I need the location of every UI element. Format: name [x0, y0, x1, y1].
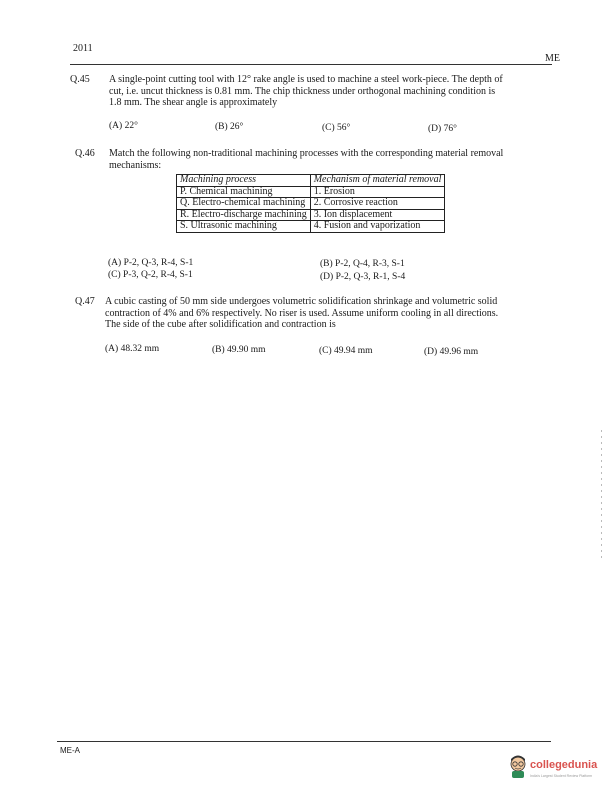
question-line: The side of the cube after solidification and contraction is [105, 319, 336, 330]
question-number-47: Q.47 [75, 296, 95, 307]
option-b-47: (B) 49.90 mm [212, 345, 266, 355]
table-row [177, 221, 445, 233]
question-text-47 [105, 296, 560, 331]
option-b-46: (B) P-2, Q-4, R-3, S-1 [320, 259, 405, 269]
collegedunia-logo-icon [508, 755, 528, 784]
option-a-47: (A) 48.32 mm [105, 344, 160, 354]
option-c-47: (C) 49.94 mm [319, 346, 373, 356]
option-a-46: (A) P-2, Q-3, R-4, S-1 [108, 258, 194, 268]
page-year: 2011 [73, 43, 93, 54]
scan-mark [601, 430, 602, 560]
question-line: 1.8 mm. The shear angle is approximately [109, 97, 278, 108]
table-cell: S. Ultrasonic machining [177, 221, 311, 233]
question-number-46: Q.46 [75, 148, 95, 159]
table-cell: P. Chemical machining [177, 186, 311, 198]
table-header-row [177, 175, 445, 187]
question-number-45: Q.45 [70, 74, 90, 85]
option-b-45: (B) 26° [215, 122, 244, 132]
table-cell: 2. Corrosive reaction [310, 198, 445, 210]
question-line: A cubic casting of 50 mm side undergoes volumetric solidification shrinkage and volumetric solid [105, 296, 498, 307]
collegedunia-tagline: India's Largest Student Review Platform [530, 774, 593, 778]
question-line: mechanisms: [109, 159, 162, 171]
table-row [177, 186, 445, 198]
table-cell: 3. Ion displacement [310, 209, 445, 221]
table-row [177, 209, 445, 221]
table-cell: 1. Erosion [310, 186, 445, 198]
matching-table [176, 174, 445, 233]
option-a-45: (A) 22° [109, 121, 138, 131]
header-rule [70, 64, 552, 65]
question-line: cut, i.e. uncut thickness is 0.81 mm. The chip thickness under orthogonal machining condition is [109, 85, 496, 97]
question-text-46 [109, 148, 559, 171]
question-line: Match the following non-traditional machining processes with the corresponding material removal [109, 148, 504, 159]
option-d-45: (D) 76° [428, 124, 457, 134]
option-d-47: (D) 49.96 mm [424, 347, 479, 357]
footer-rule [57, 741, 551, 742]
column-header-process: Machining process [177, 175, 311, 187]
option-c-46: (C) P-3, Q-2, R-4, S-1 [108, 270, 193, 280]
table-cell: R. Electro-discharge machining [177, 209, 311, 221]
column-header-mechanism: Mechanism of material removal [310, 175, 445, 187]
paper-code: ME [545, 53, 560, 64]
table-row [177, 198, 445, 210]
question-line: A single-point cutting tool with 12° rake angle is used to machine a steel work-piece. The depth of [109, 74, 503, 85]
option-c-45: (C) 56° [322, 123, 351, 133]
question-line: contraction of 4% and 6% respectively. No riser is used. Assume uniform cooling in all directions. [105, 307, 499, 319]
table-cell: Q. Electro-chemical machining [177, 198, 311, 210]
question-text-45 [109, 74, 559, 109]
footer-page-code: ME-A [60, 746, 80, 755]
option-d-46: (D) P-2, Q-3, R-1, S-4 [320, 272, 406, 282]
table-cell: 4. Fusion and vaporization [310, 221, 445, 233]
collegedunia-logo-text: collegedunia [530, 759, 598, 771]
